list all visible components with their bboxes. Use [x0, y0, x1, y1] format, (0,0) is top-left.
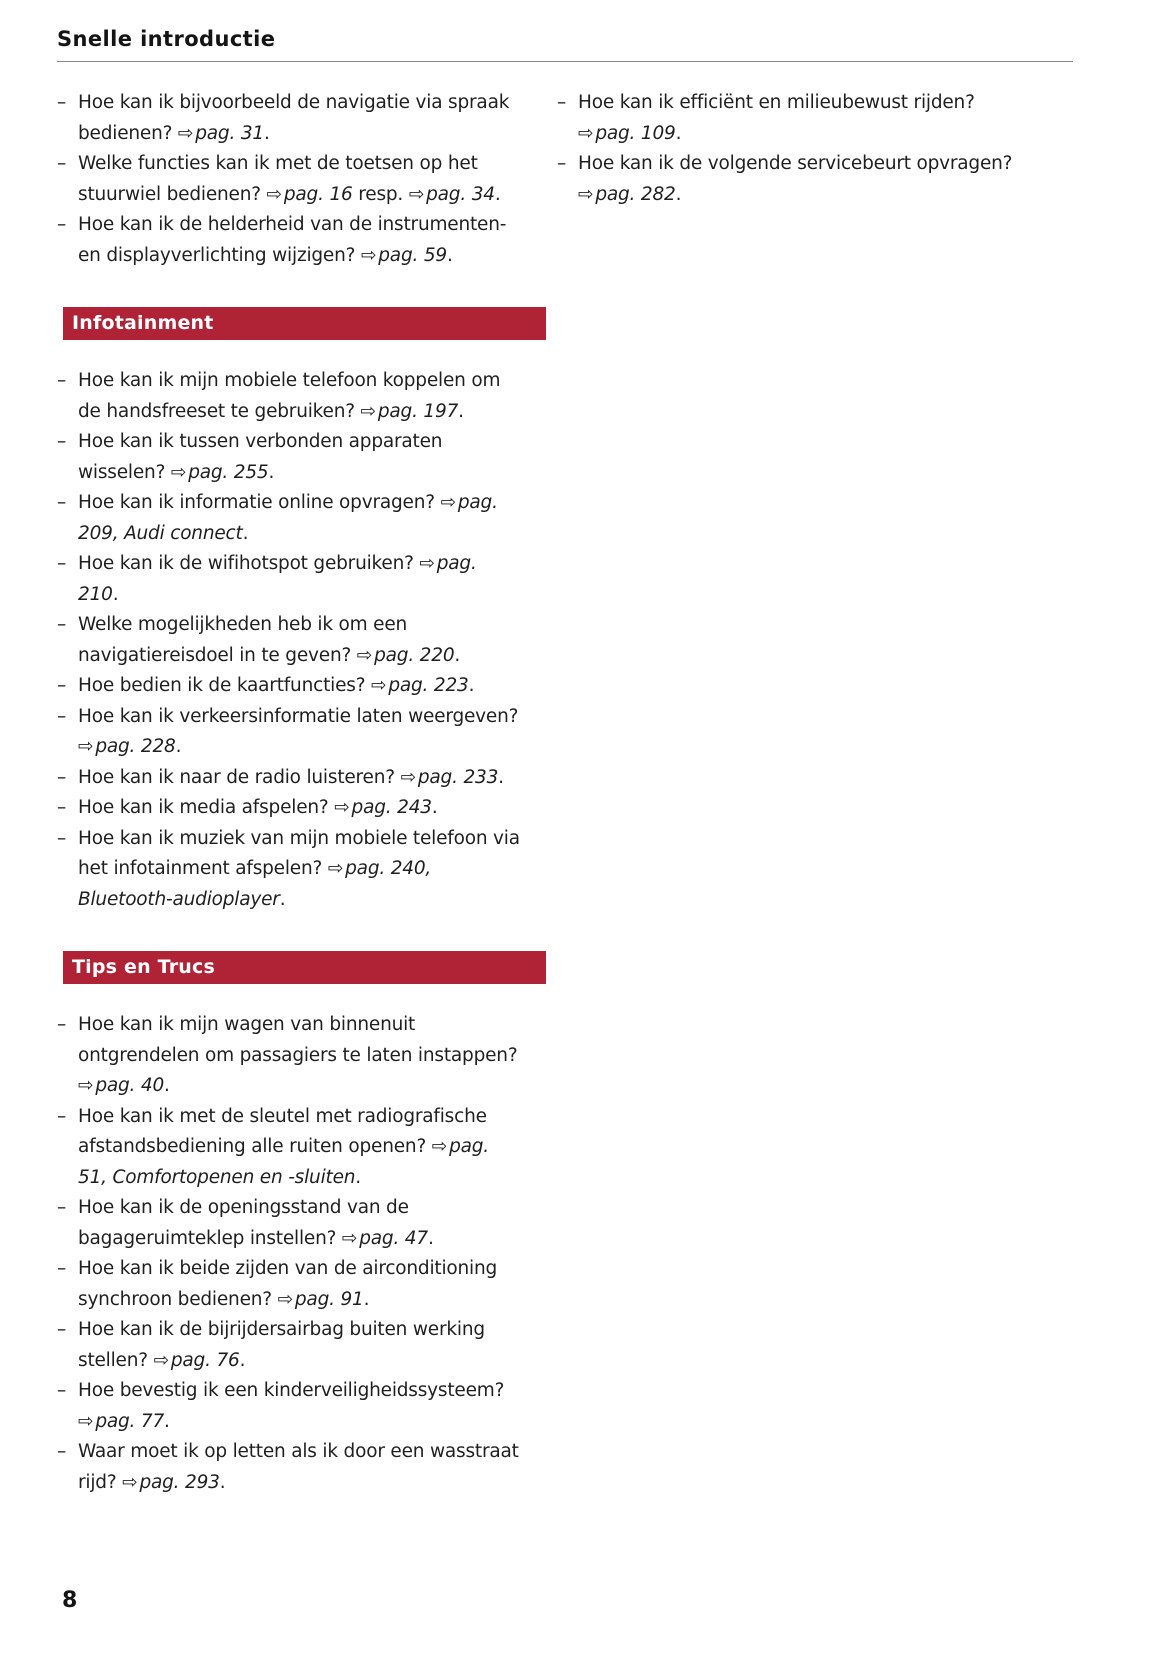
page-reference: pag. 255 [188, 461, 269, 483]
question-text: . [363, 1288, 370, 1310]
page-reference: pag. 47 [359, 1227, 428, 1249]
list-item [57, 702, 522, 763]
question-text: . [175, 736, 182, 757]
list-item [57, 1376, 522, 1437]
question-text: . [263, 122, 270, 144]
bullet-dash: – [57, 492, 67, 513]
page-reference: pag. 76 [170, 1349, 240, 1371]
list-item [57, 1193, 522, 1254]
question-text: Hoe kan ik tussen verbonden apparaten wisselen? [78, 431, 443, 483]
list-item [57, 427, 522, 488]
page-reference: pag. 282 [595, 183, 676, 205]
question-text: . [468, 675, 475, 696]
section [57, 88, 522, 271]
page-reference: pag. 233 [417, 766, 499, 788]
cross-reference-arrow-icon: ⇨ [266, 183, 282, 205]
bullet-dash: – [57, 766, 67, 788]
question-text: . [498, 766, 504, 788]
question-text: . [219, 1471, 226, 1493]
question-text: . [427, 1227, 434, 1249]
cross-reference-arrow-icon: ⇨ [334, 797, 350, 818]
question-text: Hoe kan ik mijn mobiele telefoon koppelen om de handsfreeset te gebruiken? [78, 370, 501, 422]
list-item [57, 763, 522, 794]
question-text: Hoe kan ik de bijrijdersairbag buiten werking stellen? [78, 1319, 485, 1371]
list-item [57, 366, 522, 427]
bullet-dash: – [57, 553, 67, 574]
question-text: . [164, 1075, 170, 1096]
question-list [57, 366, 522, 915]
question-text: . [675, 122, 682, 144]
list-item [57, 149, 522, 210]
cross-reference-arrow-icon: ⇨ [78, 736, 94, 757]
cross-reference-arrow-icon: ⇨ [400, 766, 416, 788]
list-item [57, 488, 522, 549]
list-item [57, 671, 522, 702]
page-title: Snelle introductie [57, 27, 276, 51]
bullet-dash: – [57, 153, 67, 174]
cross-reference-arrow-icon: ⇨ [356, 644, 373, 666]
list-item [57, 793, 522, 824]
question-text: . [239, 1349, 246, 1371]
cross-reference-arrow-icon: ⇨ [277, 1288, 293, 1310]
section [557, 88, 1017, 210]
question-text: . [454, 644, 461, 666]
bullet-dash: – [57, 92, 67, 113]
list-item [557, 88, 1017, 149]
page-reference: pag. 197 [377, 400, 459, 422]
question-text: Welke mogelijkheden heb ik om een navigatiereisdoel in te geven? [78, 614, 408, 666]
cross-reference-arrow-icon: ⇨ [170, 461, 187, 483]
question-text: . [268, 461, 275, 483]
bullet-dash: – [57, 431, 67, 452]
list-item [57, 210, 522, 271]
page-reference: pag. 240, Bluetooth-audioplayer [78, 858, 432, 910]
question-text: resp. [352, 183, 409, 205]
question-text: Hoe kan ik de wifihotspot gebruiken? [78, 553, 420, 574]
list-item [57, 1254, 522, 1315]
page-reference: pag. 228 [95, 736, 176, 757]
question-text: . [431, 797, 438, 818]
page-reference: pag. 220 [374, 644, 455, 666]
question-text: Hoe kan ik met de sleutel met radiografische afstandsbediening alle ruiten openen? [78, 1105, 487, 1157]
bullet-dash: – [57, 797, 67, 818]
list-item [57, 1010, 522, 1102]
question-text: Hoe kan ik beide zijden van de airconditioning synchroon bedienen? [78, 1258, 498, 1310]
bullet-dash: – [57, 1197, 67, 1218]
question-list [57, 1010, 522, 1498]
question-text: Hoe kan ik de helderheid van de instrumenten- en displayverlichting wijzigen? [78, 214, 507, 266]
bullet-dash: – [57, 1014, 67, 1035]
question-text: Hoe kan ik de openingsstand van de bagageruimteklep instellen? [78, 1197, 409, 1249]
right-column [557, 88, 1017, 210]
question-list [57, 88, 522, 271]
list-item [57, 88, 522, 149]
page-reference: pag. 77 [95, 1410, 165, 1432]
bullet-dash: – [557, 153, 567, 174]
page-reference: pag. 31 [195, 122, 264, 144]
cross-reference-arrow-icon: ⇨ [341, 1227, 358, 1249]
cross-reference-arrow-icon: ⇨ [408, 183, 425, 205]
cross-reference-arrow-icon: ⇨ [177, 122, 194, 144]
page-reference: pag. 91 [294, 1288, 364, 1310]
page-reference: pag. 209, Audi connect [78, 492, 498, 544]
cross-reference-arrow-icon: ⇨ [440, 492, 456, 513]
question-text: Hoe kan ik verkeersinformatie laten weergeven? [78, 705, 519, 727]
question-text: . [355, 1166, 361, 1188]
page-reference: pag. 40 [95, 1075, 165, 1096]
question-text: . [164, 1410, 170, 1432]
bullet-dash: – [557, 92, 567, 113]
bullet-dash: – [57, 614, 67, 635]
bullet-dash: – [57, 1258, 67, 1279]
bullet-dash: – [57, 214, 67, 235]
list-item [57, 549, 522, 610]
bullet-dash: – [57, 827, 67, 849]
question-text: Waar moet ik op letten als ik door een wasstraat rijd? [78, 1441, 519, 1493]
bullet-dash: – [57, 1105, 67, 1127]
question-text: . [112, 583, 119, 605]
cross-reference-arrow-icon: ⇨ [578, 122, 594, 144]
section [57, 951, 522, 1498]
question-text: Hoe kan ik de volgende servicebeurt opvragen? [578, 153, 1013, 174]
list-item [57, 1102, 522, 1194]
cross-reference-arrow-icon: ⇨ [122, 1471, 138, 1493]
cross-reference-arrow-icon: ⇨ [431, 1136, 448, 1157]
bullet-dash: – [57, 1319, 67, 1340]
question-text: Hoe kan ik muziek van mijn mobiele telefoon via het infotainment afspelen? [78, 827, 520, 879]
question-text: . [242, 522, 249, 544]
content-columns [57, 88, 1117, 1498]
page-reference: pag. 16 [283, 183, 353, 205]
cross-reference-arrow-icon: ⇨ [327, 858, 344, 879]
question-text: Hoe kan ik efficiënt en milieubewust rijden? [578, 92, 975, 113]
list-item [557, 149, 1017, 210]
bullet-dash: – [57, 675, 67, 696]
question-text: Hoe kan ik informatie online opvragen? [78, 492, 441, 513]
list-item [57, 1315, 522, 1376]
question-list [557, 88, 1017, 210]
question-text: . [675, 183, 682, 205]
question-text: . [494, 183, 501, 205]
cross-reference-arrow-icon: ⇨ [78, 1075, 94, 1096]
question-text: Hoe kan ik naar de radio luisteren? [78, 766, 401, 788]
section [57, 307, 522, 915]
question-text: . [447, 244, 453, 266]
page-reference: pag. 293 [139, 1471, 220, 1493]
cross-reference-arrow-icon: ⇨ [578, 183, 594, 205]
page-reference: pag. 210 [78, 553, 477, 605]
page-reference: pag. 34 [426, 183, 495, 205]
question-text: Welke functies kan ik met de toetsen op het stuurwiel bedienen? [78, 153, 478, 205]
page-number: 8 [62, 1588, 78, 1613]
cross-reference-arrow-icon: ⇨ [78, 1410, 94, 1432]
question-text: . [279, 888, 286, 910]
question-text: Hoe kan ik media afspelen? [78, 797, 335, 818]
left-column [57, 88, 522, 1498]
section-header-infotainment: Infotainment [63, 307, 546, 340]
list-item [57, 824, 522, 916]
bullet-dash: – [57, 370, 67, 391]
question-text: Hoe bevestig ik een kinderveiligheidssysteem? [78, 1380, 505, 1401]
question-text: Hoe bedien ik de kaartfuncties? [78, 675, 371, 696]
cross-reference-arrow-icon: ⇨ [360, 400, 376, 422]
list-item [57, 610, 522, 671]
bullet-dash: – [57, 1380, 67, 1401]
section-header-tips-en-trucs: Tips en Trucs [63, 951, 546, 984]
cross-reference-arrow-icon: ⇨ [153, 1349, 169, 1371]
list-item [57, 1437, 522, 1498]
question-text: Hoe kan ik bijvoorbeeld de navigatie via spraak bedienen? [78, 92, 510, 144]
page-reference: pag. 109 [595, 122, 676, 144]
cross-reference-arrow-icon: ⇨ [419, 553, 435, 574]
page-reference: pag. 223 [388, 675, 469, 696]
cross-reference-arrow-icon: ⇨ [371, 675, 387, 696]
bullet-dash: – [57, 1441, 67, 1462]
cross-reference-arrow-icon: ⇨ [360, 244, 377, 266]
page-reference: pag. 59 [378, 244, 447, 266]
question-text: Hoe kan ik mijn wagen van binnenuit ontgrendelen om passagiers te laten instappen? [78, 1014, 518, 1066]
bullet-dash: – [57, 705, 67, 727]
header-divider [57, 61, 1073, 62]
question-text: . [458, 400, 464, 422]
page-reference: pag. 243 [351, 797, 432, 818]
page-reference: pag. 51, Comfortopenen en -sluiten [78, 1136, 489, 1188]
